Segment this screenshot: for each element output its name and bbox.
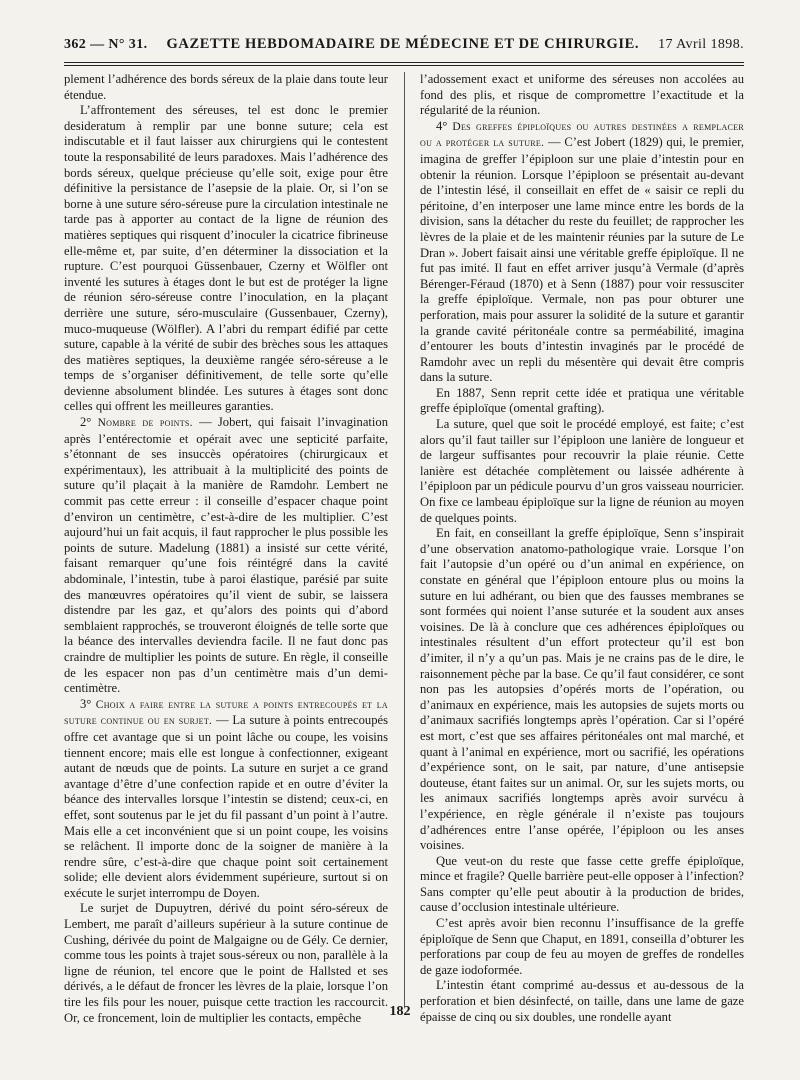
paragraph-continuation: l’adossement exact et uniforme des séreuses non accolées au fond des plis, et risque de compromettre l’exactitude et la régularité de la réunion. (420, 72, 744, 118)
paragraph: En 1887, Senn reprit cette idée et pratiqua une véritable greffe épiploïque (omental grafting). (420, 385, 744, 416)
paragraph: C’est après avoir bien reconnu l’insuffisance de la greffe épiploïque de Senn que Chaput, en 1891, conseilla d’obturer les perforations par coup de feu au moyen de greffes de rondelles de gaze iodoformée. (420, 916, 744, 977)
column-divider (404, 72, 405, 1007)
section-title: Nombre de points. (97, 417, 193, 430)
header-rule (64, 62, 744, 66)
section-body: — C’est Jobert (1829) qui, le premier, imagina de greffer l’épiploon sur une plaie d’intestin pour en obtenir la réunion. Lorsque l’épiploon se présentait au-devant de l’intestin lésé, il conseillait en effet de « saisir ce repli du péritoine, d’en interposer une lame mince entre les bords de la division, sans la détacher du reste du feuillet; de rapprocher les lèvres de la plaie et de les maintenir réunies par la suture de Le Dran ». Jobert faisait ainsi une véritable greffe épiploïque. Il ne fut pas imité. Il faut en effet arriver jusqu’à Vermale (d’après Bérenger-Féraud (1870) et à Senn (1887) pour voir ressusciter la greffe épiploïque. Vermale, non pas pour obturer une perforation, mais pour assurer la solidité de la suture et garantir la grande cavité péritonéale contre sa perméabilité, imagina d’entourer les bouts d’intestin invaginés par le procédé de Ramdohr avec un repli du mésentère qui devait être compris dans la suture. (420, 135, 745, 385)
left-column (64, 72, 389, 1025)
paragraph: La suture, quel que soit le procédé employé, est faite; c’est alors qu’il faut tailler sur l’épiploon une lanière de longueur et de largeur suffisantes pour recouvrir la plaie réunie. Cette lanière est détachée complètement ou laissée adhérente à l’épiploon par un pédicule pourvu d’un gros vaisseau nourricier. On fixe ce lambeau épiploïque sur la ligne de réunion au moyen de quelques points. (420, 417, 744, 525)
page-label: 362 — N° 31. (64, 37, 148, 52)
text-columns (64, 72, 745, 1025)
paragraph: En fait, en conseillant la greffe épiploïque, Senn s’inspirait d’une observation anatomo-pathologique vraie. Lorsque l’on fait l’autopsie d’un opéré ou d’un animal en expérience, on constate en général que l’épiploon entoure plus ou moins la suture en lui adhérant, ou bien que des fausses membranes se sont formées qui noient l’anse suturée et la soudent aux anses voisines. De là à conclure que ces adhérences épiploïques ou intestinales résultent d’un effort protecteur qu’il est bon d’imiter, il n’y a qu’un pas. Mais je ne crains pas de le dire, le raisonnement pèche par la base. Ce qu’il faut considérer, ce sont non pas les autopsies d’opérés morts de l’opération, ou d’animaux en expérience, mais les autopsies de sujets morts ou d’animaux sacrifiés longtemps après l’opération. Car si l’opéré est mort, c’est que ses affaires péritonéales ont mal marché, et quant à l’animal en expérience, mort ou sacrifié, les opérations d’expérience sont, on le sait, par nature, d’une antisepsie douteuse, étant faites sur un animal. Or, sur les sujets morts, ou les animaux sacrifiés longtemps après avoir survécu à l’expérience, en règle générale il n’existe pas toujours d’adhérences entre l’anse opérée, l’épiploon ou les anses voisines. (420, 526, 745, 853)
running-header (64, 36, 744, 60)
section-number: 3° (80, 696, 96, 711)
section-paragraph (420, 119, 744, 386)
issue-date: 17 Avril 1898. (658, 37, 744, 52)
paragraph: L’intestin étant comprimé au-dessus et au-dessous de la perforation et bien désinfecté, on taille, dans une lame de gaze épaisse de cinq ou six doubles, une rondelle ayant (420, 978, 744, 1024)
section-body: — Jobert, qui faisait l’invagination après l’entérectomie et opérait avec une septicité parfaite, s’étonnant de ses insuccès opératoires (chirurgicaux et expérimentaux), les attribuait à la multiplicité des points de suture qu’il plaçait à la manière de Ramdohr. Lembert ne commit pas cette erreur : il conseille d’espacer chaque point d’environ un centimètre, c’est-à-dire de les multiplier. C’est aujourd’hui un fait acquis, il faut rapprocher le plus possible les points de suture. Madelung (1881) a insisté sur cette vérité, faisant remarquer qu’une fois réintégré dans la cavité abdominale, l’intestin, tube à paroi élastique, parésié par suite des manœuvres opératoires qu’il vient de subir, se laissera distendre par les gaz, et qu’alors des points qui d’abord semblaient rapprochés, se trouveront éloignés de telle sorte que la béance des intervalles deviendra facile. Il ne faut donc pas craindre de multiplier les points de suture. En règle, il conseille de les espacer non pas d’un centimètre mais d’un demi-centimètre. (64, 415, 388, 696)
paragraph-continuation: plement l’adhérence des bords séreux de la plaie dans toute leur étendue. (64, 72, 388, 102)
section-paragraph (64, 415, 388, 697)
journal-title: GAZETTE HEBDOMADAIRE DE MÉDECINE ET DE CHIRURGIE. (166, 36, 640, 52)
right-column (420, 72, 745, 1024)
paragraph: Le surjet de Dupuytren, dérivé du point séro-séreux de Lembert, me paraît d’ailleurs supérieur à la suture continue de Cushing, dérivée du point de Malgaigne ou de Gély. Ce dernier, comme tous les points à trajet sous-séreux ou non, parallèle à la ligne de réunion, tel encore que le point de Hallsted et ses dérivés, a le défaut de froncer les lèvres de la plaie, lorsque l’on tire les fils pour les nouer, puisque cette traction les raccourcit. Or, ce froncement, loin de multiplier les contacts, empêche (64, 901, 388, 1025)
section-body: — La suture à points entrecoupés offre cet avantage que si un point lâche ou coupe, les voisins tiennent encore; mais elle est longue à confectionner, exigeant autant de nœuds que de points. La suture en surjet a ce grand avantage d’être d’une confection rapide et en outre d’éviter la béance des intervalles lorsque l’intestin se distend; ceux-ci, en effet, sont soutenus par le jet du fil passant d’un point à l’autre. Mais elle a cet inconvénient que si un point coupe, les voisins se relâchent. Il importe donc de la soigner de manière à la rendre sûre, c’est-à-dire que chaque point soit certainement solide; elle devient alors évidemment supérieure, surtout si on exécute le surjet interrompu de Doyen. (64, 713, 388, 900)
section-title: Choix a faire entre la suture a points entrecoupés et la suture continue ou en surjet. (64, 698, 389, 728)
section-paragraph (64, 697, 388, 902)
section-title: Des greffes épiploïques ou autres destinées a remplacer ou a protéger la suture. (420, 120, 744, 150)
page-number: 182 (389, 1004, 411, 1019)
paragraph: L’affrontement des séreuses, tel est donc le premier desideratum à remplir par une bonne suture; cela est indiscutable et il faut laisser aux chirurgiens qui le contestent toute la responsabilité de leurs paradoxes. Mais l’adhérence des bords séreux, quelque précieuse qu’elle soit, exige pour être définitive la persistance de l’asepsie de la plaie. Or, si l’on se borne à une suture séro-séreuse pure la circulation intestinale ne tarde pas à apporter au contact de la ligne de réunion des matières septiques qui risquent d’inoculer la cicatrice fibrineuse elle-même et, par suite, d’en déterminer la dissociation et la rupture. C’est pourquoi Güssenbauer, Czerny et Wölfler ont inventé les sutures à étages dont le but est de protéger la ligne de réunion séro-séreuse contre l’inoculation, en la plaçant derrière une suture, séro-musculaire (Gussenbauer, Czerny), muco-muqueuse (Wölfler). A l’abri du rempart édifié par cette suture, capable à la vérité de subir des brèches sous les attaques des matières septiques, la deuxième rangée séro-séreuse a le temps de s’organiser définitivement, de telle sorte qu’elle devienne absolument blindée. Les sutures à étages sont donc celles qui offrent les meilleures garanties. (64, 103, 388, 414)
section-number: 2° (80, 415, 98, 430)
section-number: 4° (436, 118, 453, 133)
paragraph: Que veut-on du reste que fasse cette greffe épiploïque, mince et fragile? Quelle barrière peut-elle opposer à l’infection? Sans compter qu’elle peut aboutir à la production de brides, cause d’occlusion intestinale ultérieure. (420, 853, 744, 915)
